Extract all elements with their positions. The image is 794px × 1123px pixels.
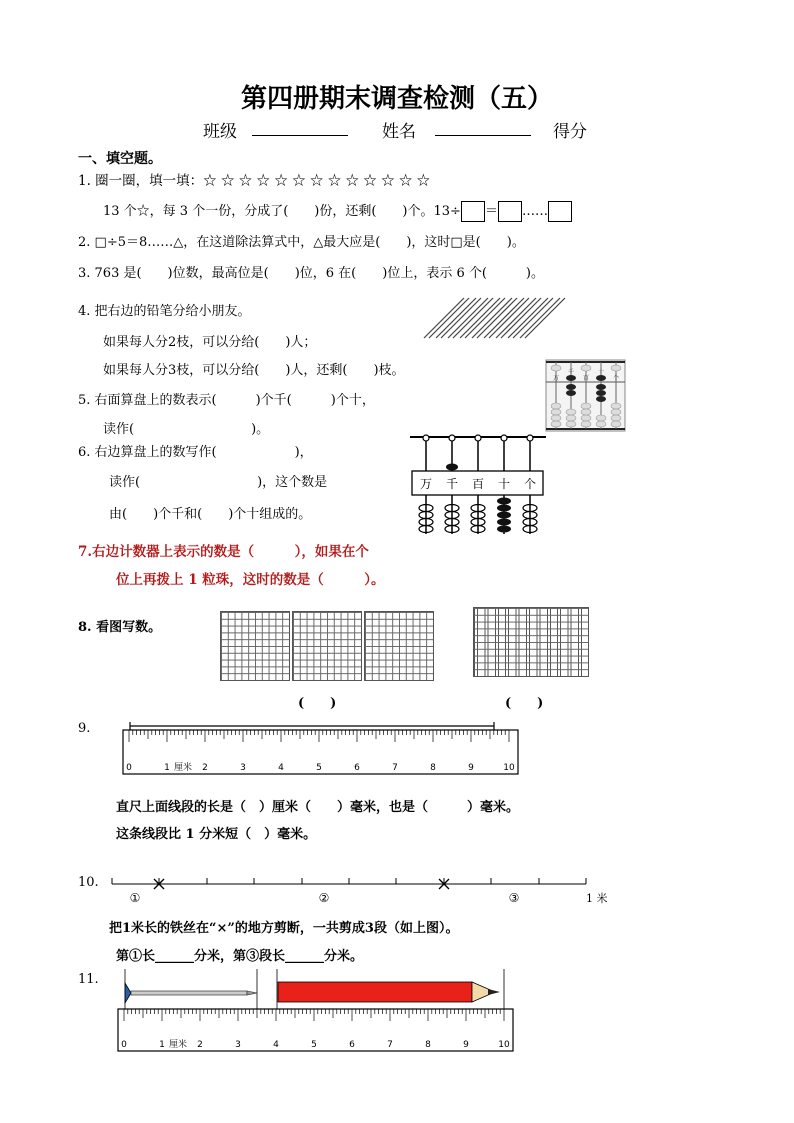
score-label: 得分 bbox=[553, 122, 587, 142]
tick-label: 6 bbox=[354, 763, 360, 773]
counter-label: 千 bbox=[445, 477, 459, 491]
pencil-illustration bbox=[278, 982, 500, 1002]
abacus-small-label: 千 bbox=[567, 369, 575, 376]
ruler-unit: 厘米 bbox=[168, 1040, 188, 1050]
end-label: 1 米 bbox=[586, 892, 608, 905]
q4-line1: 4. 把右边的铅笔分给小朋友。 bbox=[78, 304, 251, 319]
pencils-illustration bbox=[420, 294, 570, 344]
q7-line1: 7.右边计数器上表示的数是（ ），如果在个 bbox=[78, 544, 369, 560]
tick-label: 0 bbox=[126, 763, 132, 773]
ruler-unit: 厘米 bbox=[173, 763, 193, 773]
q4-line3: 如果每人分3枝，可以分给( )人，还剩( )枝。 bbox=[103, 363, 405, 378]
tick-label: 10 bbox=[498, 1040, 510, 1050]
name-blank[interactable] bbox=[435, 135, 531, 136]
tick-label: 9 bbox=[468, 763, 474, 773]
tick-label: 1 bbox=[164, 763, 170, 773]
tick-label: 4 bbox=[273, 1040, 279, 1050]
abacus-small-label: 十 bbox=[597, 369, 605, 376]
q9-line2: 这条线段比 1 分米短（ ）毫米。 bbox=[116, 827, 317, 842]
q7-line2: 位上再拨上 1 粒珠，这时的数是（ ）。 bbox=[116, 572, 385, 588]
tick-label: 7 bbox=[387, 1040, 393, 1050]
tick-label: 9 bbox=[463, 1040, 469, 1050]
ruler-q11 bbox=[115, 965, 515, 1055]
q6-line2: 读作( )，这个数是 bbox=[109, 475, 328, 490]
q10-label: 10. bbox=[78, 875, 99, 890]
q6-line3: 由( )个千和( )个十组成的。 bbox=[109, 507, 312, 522]
tick-label: 8 bbox=[425, 1040, 431, 1050]
hundred-block bbox=[292, 611, 362, 681]
tick-label: 10 bbox=[503, 763, 515, 773]
q1-line2 bbox=[103, 200, 572, 222]
name-label: 姓名 bbox=[382, 122, 416, 142]
abacus-small-label: 万 bbox=[552, 375, 560, 382]
segment-label: ③ bbox=[508, 891, 520, 905]
nail-illustration bbox=[125, 983, 257, 1003]
abacus-small bbox=[546, 360, 626, 432]
tick-label: 8 bbox=[430, 763, 436, 773]
tick-label: 2 bbox=[197, 1040, 203, 1050]
q6-line1: 6. 右边算盘上的数写作( )， bbox=[78, 445, 313, 460]
tick-label: 3 bbox=[240, 763, 246, 773]
counter-label: 万 bbox=[419, 477, 433, 491]
abacus-small-label: 个 bbox=[612, 375, 620, 382]
segment-label: ② bbox=[318, 891, 330, 905]
segment-label: ① bbox=[129, 891, 141, 905]
abacus-small-label: 百 bbox=[582, 375, 590, 382]
tick-label: 0 bbox=[121, 1040, 127, 1050]
counter-label: 百 bbox=[471, 477, 485, 491]
tick-label: 7 bbox=[392, 763, 398, 773]
q8-label: 8. 看图写数。 bbox=[78, 620, 162, 635]
tick-label: 1 bbox=[159, 1040, 165, 1050]
q5-line1: 5. 右面算盘上的数表示( )个千( )个十， bbox=[78, 393, 375, 408]
answer-box[interactable] bbox=[498, 201, 522, 222]
class-blank[interactable] bbox=[252, 135, 348, 136]
answer-box[interactable] bbox=[461, 201, 485, 222]
tick-label: 6 bbox=[349, 1040, 355, 1050]
answer-box[interactable] bbox=[548, 201, 572, 222]
counting-frame bbox=[408, 434, 548, 536]
q4-line2: 如果每人分2枝，可以分给( )人； bbox=[103, 335, 317, 350]
tick-label: 3 bbox=[235, 1040, 241, 1050]
q10-line2: 第①长______分米，第③段长______分米。 bbox=[116, 949, 364, 964]
q8-answer-2[interactable]: ( ) bbox=[505, 696, 544, 711]
counter-label: 十 bbox=[497, 477, 511, 491]
q3: 3. 763 是( )位数，最高位是( )位，6 在( )位上，表示 6 个( )。 bbox=[78, 266, 544, 281]
q1-line1: 1. 圈一圈，填一填：☆ ☆ ☆ ☆ ☆ ☆ ☆ ☆ ☆ ☆ ☆ ☆ ☆ bbox=[78, 173, 431, 189]
q1-text: 13 个☆，每 3 个一份，分成了( )份，还剩( )个。13÷ bbox=[103, 204, 461, 219]
q2: 2. □÷5＝8……△，在这道除法算式中，△最大应是( )，这时□是( )。 bbox=[78, 235, 525, 250]
tick-label: 5 bbox=[311, 1040, 317, 1050]
q9-label: 9. bbox=[78, 721, 91, 736]
tick-label: 5 bbox=[316, 763, 322, 773]
hundred-block bbox=[364, 611, 434, 681]
tick-label: 4 bbox=[278, 763, 284, 773]
section-heading: 一、填空题。 bbox=[78, 151, 162, 167]
tick-label: 2 bbox=[202, 763, 208, 773]
equals-sign: ＝ bbox=[484, 204, 498, 219]
q10-line1: 把1米长的铁丝在“×”的地方剪断，一共剪成3段（如上图）。 bbox=[109, 921, 459, 936]
class-label: 班级 bbox=[203, 122, 237, 142]
wire-diagram bbox=[110, 872, 610, 908]
ellipsis: …… bbox=[521, 204, 548, 219]
ruler-q9 bbox=[120, 718, 520, 778]
q8-answer-1[interactable]: ( ) bbox=[298, 696, 337, 711]
q9-line1: 直尺上面线段的长是（ ）厘米（ ）毫米，也是（ ）毫米。 bbox=[116, 800, 520, 815]
q5-line2: 读作( )。 bbox=[103, 422, 270, 437]
page-title: 第四册期末调查检测（五） bbox=[240, 84, 553, 114]
hundred-block bbox=[220, 611, 290, 681]
counter-label: 个 bbox=[523, 477, 537, 491]
q11-label: 11. bbox=[78, 972, 99, 987]
ten-rods bbox=[473, 607, 589, 677]
